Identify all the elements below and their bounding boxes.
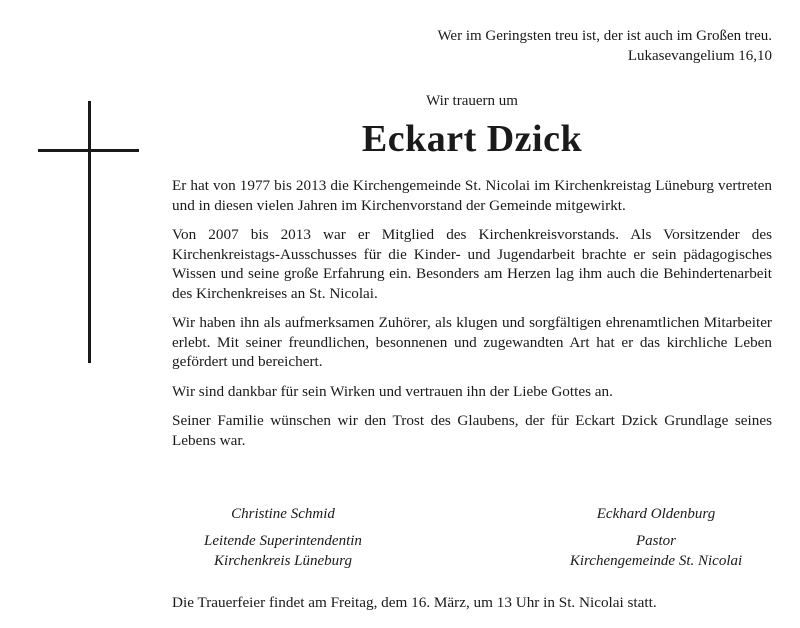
obituary-paragraph: Er hat von 1977 bis 2013 die Kirchengemeinde St. Nicolai im Kirchenkreistag Lüneburg vertreten und in diesen vielen Jahren im Kirchenvorstand der Gemeinde mitgewirkt.: [172, 177, 772, 214]
signature-name: Eckhard Oldenburg: [596, 506, 716, 522]
obituary-paragraph: Wir haben ihn als aufmerksamen Zuhörer, als klugen und sorgfältigen ehrenamtlichen Mitarbeiter erlebt. Mit seiner freundlichen, besonnenen und zugewandten Art hat er das kirchliche Leben gefördert und bereichert.: [172, 314, 772, 370]
cross-vertical-bar: [88, 101, 91, 363]
signature-left: [172, 504, 394, 571]
obituary-paragraph: Seiner Familie wünschen wir den Trost des Glaubens, der für Eckart Dzick Grundlage seines Lebens war.: [172, 412, 772, 449]
signature-role: Leitende Superintendentin: [204, 533, 362, 549]
obituary-body: [172, 176, 772, 460]
obituary-paragraph: Von 2007 bis 2013 war er Mitglied des Kirchenkreisvorstands. Als Vorsitzender des Kirchenkreistags-Ausschusses für die Kinder- und Jugendarbeit brachte er sein pädagogisches Wissen und seine große Erfahrung ein. Besonders am Herzen lag ihm auch die Behindertenarbeit des Kirchenkreises an St. Nicolai.: [172, 226, 772, 302]
bible-quote-source: Lukasevangelium 16,10: [627, 48, 772, 64]
signature-org: Kirchengemeinde St. Nicolai: [569, 553, 743, 569]
obituary-paragraph: Wir sind dankbar für sein Wirken und vertrauen ihn der Liebe Gottes an.: [172, 382, 613, 400]
signature-right: [540, 504, 772, 571]
bible-quote: [437, 26, 772, 66]
signature-name: Christine Schmid: [231, 506, 335, 522]
bible-quote-text: Wer im Geringsten treu ist, der ist auch im Großen treu.: [437, 28, 772, 44]
signature-org: Kirchenkreis Lüneburg: [214, 553, 352, 569]
signature-role: Pastor: [635, 533, 676, 549]
funeral-service-notice: Die Trauerfeier findet am Freitag, dem 16. März, um 13 Uhr in St. Nicolai statt.: [172, 594, 657, 611]
intro-line: Wir trauern um: [426, 93, 518, 109]
deceased-name: Eckart Dzick: [361, 118, 583, 160]
cross-horizontal-bar: [38, 149, 139, 152]
